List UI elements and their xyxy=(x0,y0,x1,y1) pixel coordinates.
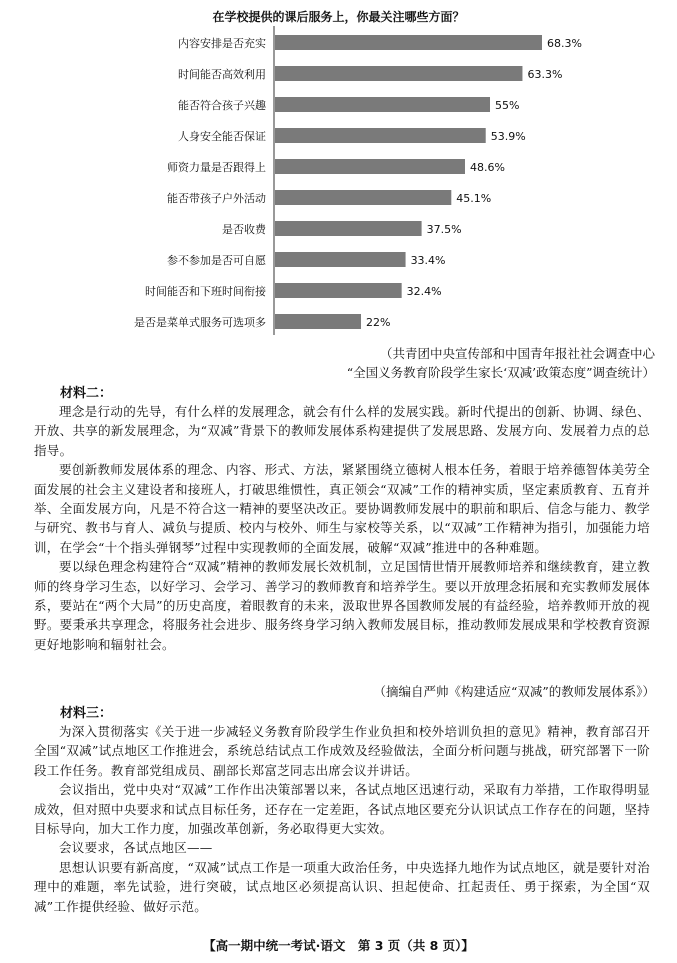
chart-title: 在学校提供的课后服务上，你最关注哪些方面？ xyxy=(212,10,465,24)
source-line-2: “全国义务教育阶段学生家长‘双减’政策态度”调查统计） xyxy=(346,365,655,380)
material2-citation: （摘编自严帅《构建适应“双减”的教师发展体系》） xyxy=(373,684,655,699)
category-label: 内容安排是否充实 xyxy=(178,37,266,50)
source-line-1: （共青团中央宣传部和中国青年报社社会调查中心 xyxy=(379,346,655,361)
category-label: 时间能否高效利用 xyxy=(178,68,266,81)
bar xyxy=(275,190,451,205)
value-label: 48.6% xyxy=(469,161,505,174)
value-label: 22% xyxy=(366,316,391,329)
value-label: 53.9% xyxy=(490,130,526,143)
category-label: 是否收费 xyxy=(222,223,266,236)
bar xyxy=(275,252,406,267)
paragraph: 会议要求，各试点地区—— xyxy=(59,840,213,856)
page-footer: 【高一期中统一考试·语文 第 3 页（共 8 页）】 xyxy=(203,938,474,953)
paragraph: 要以绿色理念构建符合“双减”精神的教师发展长效机制，立足国情世情开展教师培养和继续教育，建立教师的终身学习生态，以好学习、会学习、善学习的教师教育和培养学生。要以开放理念拓展和充实教师发展体系，要站在“两个大局”的历史高度，着眼教育的未来，汲取世界各国教师发展的有益经验，培养教师开放的视野。要秉承共享理念，将服务社会进步、服务终身学习纳入教师发展目标，推动教师发展成果和学校教育资源更好地影响和辐射社会。 xyxy=(34,559,650,652)
paragraph: 思想认识要有新高度，“双减”试点工作是一项重大政治任务，中央选择九地作为试点地区，就是要针对治理中的难题，率先试验，进行突破，试点地区必须提高认识、担起使命、扛起责任、勇于探索，为全国“双减”工作提供经验、做好示范。 xyxy=(34,859,650,914)
value-label: 37.5% xyxy=(426,223,462,236)
survey-bar-chart xyxy=(0,22,677,340)
material3-body xyxy=(34,722,650,916)
category-label: 是否是菜单式服务可选项多 xyxy=(134,316,266,329)
value-label: 32.4% xyxy=(406,285,442,298)
value-label: 55% xyxy=(495,99,520,112)
material3-heading: 材料三： xyxy=(60,706,113,721)
bar xyxy=(275,35,542,50)
bar xyxy=(275,221,422,236)
paragraph: 理念是行动的先导，有什么样的发展理念，就会有什么样的发展实践。新时代提出的创新、协调、绿色、开放、共享的新发展理念，为“双减”背景下的教师发展体系构建提供了发展思路、发展方向、发展着力点的总指导。 xyxy=(34,404,650,458)
value-label: 33.4% xyxy=(410,254,446,267)
category-label: 能否带孩子户外活动 xyxy=(167,192,266,205)
material2-heading: 材料二： xyxy=(60,386,113,401)
paragraph: 要创新教师发展体系的理念、内容、形式、方法，紧紧围绕立德树人根本任务，着眼于培养德智体美劳全面发展的社会主义建设者和接班人，打破思维惯性，真正领会“双减”工作的精神实质，坚定素质教育、五育并举、全面发展方向，凡是不符合这一精神的要坚决改正。要协调教师发展中的职前和职后、信念与能力、教学与研究、教书与育人、减负与提质、校内与校外、师生与家校等关系，以“双减”工作精神为指引，加强能力培训，在学会“十个指头弹钢琴”过程中实现教师的全面发展，破解“双减”推进中的各种难题。 xyxy=(34,462,650,555)
value-label: 63.3% xyxy=(527,68,563,81)
bar xyxy=(275,97,490,112)
category-label: 时间能否和下班时间衔接 xyxy=(145,285,266,298)
bar xyxy=(275,128,486,143)
paragraph: 为深入贯彻落实《关于进一步减轻义务教育阶段学生作业负担和校外培训负担的意见》精神，教育部召开全国“双减”试点地区工作推进会，系统总结试点工作成效及经验做法，全面分析问题与挑战，研究部署下一阶段工作任务。教育部党组成员、副部长郑富芝同志出席会议并讲话。 xyxy=(34,724,650,778)
category-label: 师资力量是否跟得上 xyxy=(167,161,266,174)
value-label: 45.1% xyxy=(456,192,492,205)
category-label: 参不参加是否可自愿 xyxy=(167,254,266,267)
value-label: 68.3% xyxy=(547,37,582,50)
bar xyxy=(275,159,465,174)
bar xyxy=(275,283,402,298)
paragraph: 会议指出，党中央对“双减”工作作出决策部署以来，各试点地区迅速行动，采取有力举措，工作取得明显成效，但对照中央要求和试点目标任务，还存在一定差距，各试点地区要充分认识试点工作存在的问题，坚持目标导向，加大工作力度，加强改革创新，务必取得更大实效。 xyxy=(34,782,650,837)
category-label: 人身安全能否保证 xyxy=(178,130,266,143)
chart-source xyxy=(347,344,655,382)
bar xyxy=(275,314,361,329)
material2-body xyxy=(34,402,650,654)
bar xyxy=(275,66,522,81)
category-label: 能否符合孩子兴趣 xyxy=(178,99,266,112)
